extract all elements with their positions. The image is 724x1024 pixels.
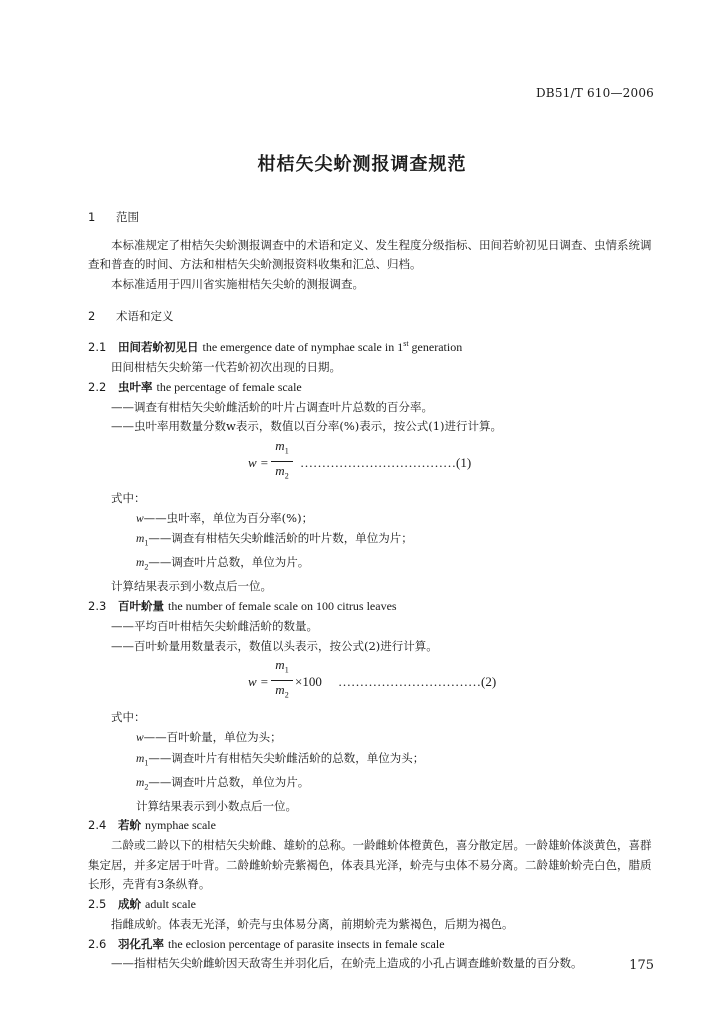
- variable: w: [136, 512, 144, 525]
- term-english-main: the emergence date of nymphae scale in 1: [202, 340, 404, 355]
- where-label: 式中：: [111, 710, 146, 725]
- formula-fraction: [271, 656, 293, 704]
- term-number: 2.1: [88, 340, 107, 355]
- term-2-6-heading: [88, 935, 660, 955]
- variable: [136, 753, 148, 765]
- term-2-1-definition: 田间柑桔矢尖蚧第一代若蚧初次出现的日期。: [111, 360, 341, 375]
- where-line-3: [88, 553, 660, 577]
- term-2-5-definition: 指雌成蚧。体表无光泽，蚧壳与虫体易分离，前期蚧壳为紫褐色，后期为褐色。: [111, 916, 514, 931]
- term-number: 2.5: [88, 897, 107, 912]
- term-2-3-heading: [88, 597, 660, 617]
- formula-1: [88, 437, 660, 489]
- variable-letter: m: [136, 776, 145, 789]
- term-english-sup: st: [403, 339, 409, 349]
- term-2-5-heading: [88, 895, 660, 915]
- section-2-heading: [88, 307, 660, 327]
- formula-2: [88, 656, 660, 708]
- scope-paragraph-2: 本标准适用于四川省实施柑桔矢尖蚧的测报调查。: [111, 277, 364, 292]
- term-2-4-definition: 二龄或二龄以下的柑桔矢尖蚧雌、雄蚧的总称。一龄雌蚧体橙黄色，喜分散定居。一龄雄蚧体淡黄色，喜群集定居，并多定居于叶背。二龄雌蚧蚧壳紫褐色，体表具光泽，蚧壳与虫体不易分离。二龄雄蚧蚧壳白色，腊质长形，壳背有3条纵脊。: [88, 838, 652, 892]
- section-1-heading: [88, 208, 660, 228]
- variable: w: [136, 731, 144, 744]
- term-name: 虫叶率: [118, 379, 153, 394]
- term-english: nymphae scale: [145, 818, 216, 833]
- section-title: 范围: [116, 210, 139, 224]
- term-name: 若蚧: [118, 818, 141, 833]
- term-number: 2.3: [88, 599, 107, 614]
- variable-desc: ——虫叶率，单位为百分率(%)；: [143, 510, 314, 525]
- variable: [136, 777, 148, 789]
- term-english: the percentage of female scale: [156, 379, 302, 394]
- standard-code: DB51/T 610—2006: [535, 86, 654, 100]
- section-number: 2: [88, 308, 96, 323]
- where-label: 式中：: [111, 491, 146, 505]
- variable: [136, 557, 149, 572]
- fraction-numerator: [271, 656, 293, 680]
- term-2-2-definition-1: ——调查有柑桔矢尖蚧雌活蚧的叶片占调查叶片总数的百分率。: [111, 399, 433, 414]
- fraction-denominator: [271, 681, 293, 705]
- term-name: 田间若蚧初见日: [118, 340, 199, 355]
- numerator-sub: 1: [284, 665, 289, 675]
- term-english: adult scale: [145, 897, 196, 912]
- document-body: [88, 208, 660, 974]
- where-line-2: [88, 529, 660, 553]
- where-line-1: [88, 728, 660, 749]
- term-2-1-heading: [88, 334, 660, 358]
- term-2-4-heading: [88, 816, 660, 836]
- denominator-sub: 2: [284, 471, 289, 481]
- variable-letter: m: [136, 533, 145, 546]
- numerator-var: m: [275, 657, 285, 673]
- term-2-2-definition-2: ——虫叶率用数量分数w表示，数值以百分率(%)表示，按公式(1)进行计算。: [111, 419, 503, 434]
- term-english: the number of female scale on 100 citrus leaves: [168, 599, 397, 614]
- formula-fraction: [271, 437, 293, 485]
- denominator-var: m: [275, 681, 285, 697]
- formula-dots: ………………………………(1): [300, 455, 472, 470]
- variable-desc: ——调查叶片总数，单位为片。: [148, 555, 310, 570]
- term-name: 百叶蚧量: [118, 599, 164, 614]
- term-number: 2.2: [88, 379, 107, 394]
- term-2-2-heading: [88, 378, 660, 398]
- fraction-numerator: [271, 437, 293, 461]
- variable-sub: 2: [144, 781, 149, 791]
- term-name: 成蚧: [118, 897, 141, 912]
- variable-desc: ——调查有柑桔矢尖蚧雌活蚧的叶片数，单位为片；: [148, 531, 413, 546]
- term-english: [203, 340, 463, 354]
- term-2-6-definition: ——指柑桔矢尖蚧雌蚧因天敌寄生并羽化后，在蚧壳上造成的小孔占调查雌蚧数量的百分数。: [111, 956, 583, 971]
- term-english-tail: generation: [408, 340, 463, 355]
- scope-paragraph-1: 本标准规定了柑桔矢尖蚧测报调查中的术语和定义、发生程度分级指标、田间若蚧初见日调查、虫情系统调查和普查的时间、方法和柑桔矢尖蚧测报资料收集和汇总、归档。: [88, 237, 652, 272]
- variable-desc: ——调查叶片总数，单位为片。: [148, 774, 310, 789]
- formula-multiplier: ×100: [295, 674, 322, 690]
- variable-sub: 1: [144, 538, 149, 548]
- denominator-var: m: [275, 462, 285, 478]
- document-title: 柑桔矢尖蚧测报调查规范: [257, 154, 467, 175]
- term-2-3-definition-2: ——百叶蚧量用数量表示，数值以头表示，按公式(2)进行计算。: [111, 638, 438, 653]
- denominator-sub: 2: [284, 690, 289, 700]
- precision-note: 计算结果表示到小数点后一位。: [111, 579, 272, 594]
- variable-sub: 2: [144, 562, 149, 572]
- where-line-1: [88, 509, 660, 530]
- where-line-3: [88, 773, 660, 797]
- term-english: the eclosion percentage of parasite insects in female scale: [168, 936, 445, 951]
- term-name: 羽化孔率: [118, 936, 164, 951]
- where-line-2: [88, 749, 660, 773]
- numerator-var: m: [275, 438, 285, 453]
- variable-desc: ——调查叶片有柑桔矢尖蚧雌活蚧的总数，单位为头；: [148, 750, 425, 765]
- formula-lhs: w =: [248, 674, 269, 690]
- section-title: 术语和定义: [116, 308, 174, 323]
- page-number: 175: [629, 958, 654, 973]
- variable: [136, 533, 149, 548]
- variable-letter: m: [136, 557, 145, 570]
- variable-desc: ——百叶蚧量，单位为头；: [143, 729, 282, 744]
- numerator-sub: 1: [284, 446, 289, 456]
- formula-lhs: w =: [248, 455, 269, 470]
- precision-note: 计算结果表示到小数点后一位。: [136, 798, 297, 813]
- term-2-3-definition-1: ——平均百叶柑桔矢尖蚧雌活蚧的数量。: [111, 618, 318, 633]
- term-number: 2.6: [88, 936, 107, 951]
- variable-sub: 1: [144, 757, 149, 767]
- fraction-denominator: [271, 462, 293, 486]
- section-number: 1: [88, 210, 96, 224]
- variable-letter: m: [136, 752, 145, 765]
- term-number: 2.4: [88, 818, 107, 833]
- formula-dots: ……………………………(2): [338, 674, 497, 690]
